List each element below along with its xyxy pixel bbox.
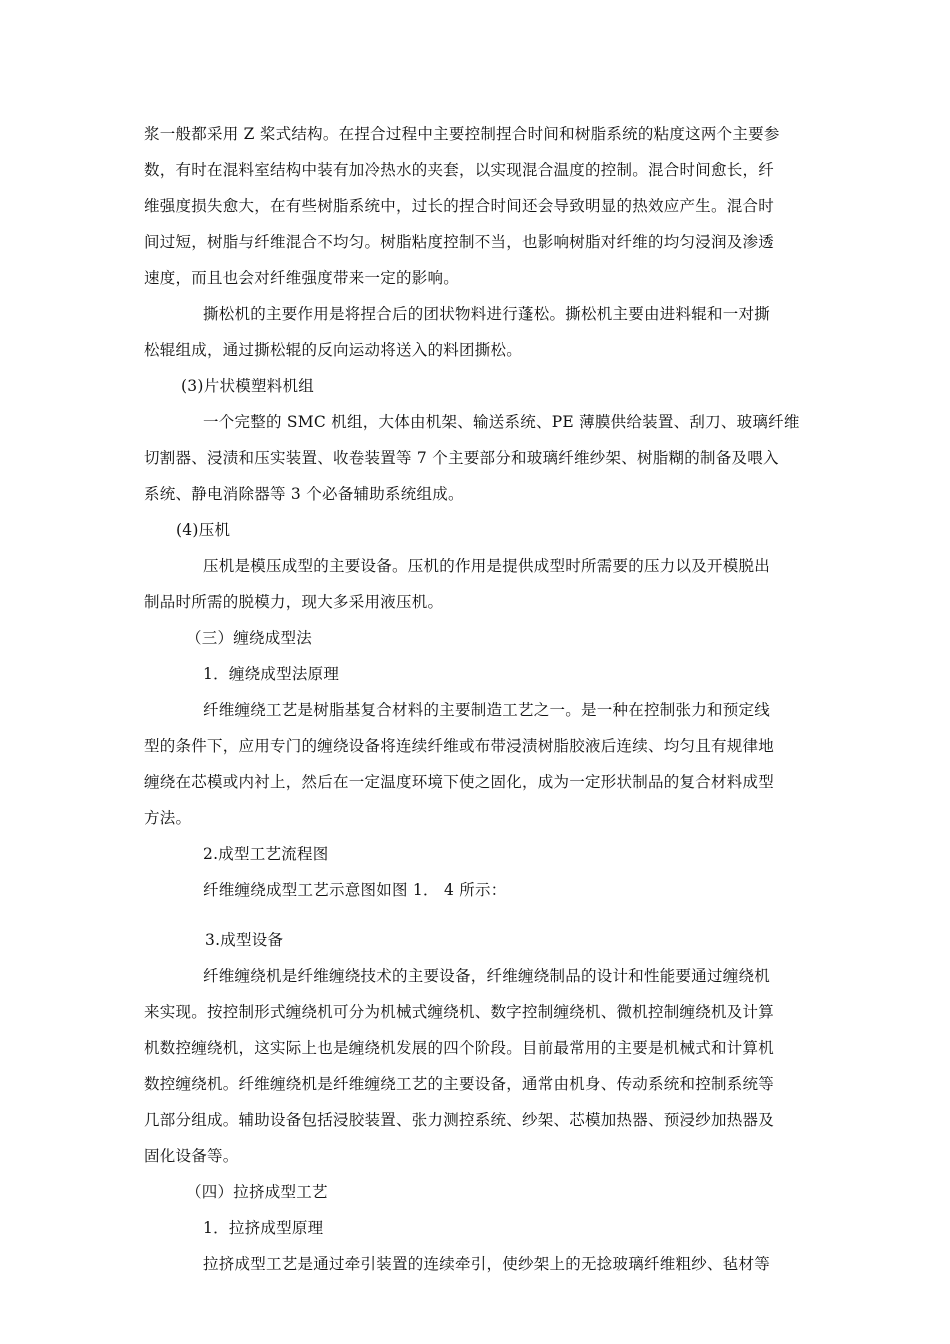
text-line: 固化设备等。 bbox=[144, 1147, 239, 1165]
text-line: 几部分组成。辅助设备包括浸胶装置、张力测控系统、纱架、芯模加热器、预浸纱加热器及 bbox=[144, 1111, 775, 1129]
subsection-heading: 3.成型设备 bbox=[205, 931, 284, 949]
text-line: 机数控缠绕机，这实际上也是缠绕机发展的四个阶段。目前最常用的主要是机械式和计算机 bbox=[144, 1039, 775, 1057]
text-line: 速度，而且也会对纤维强度带来一定的影响。 bbox=[144, 269, 460, 287]
text-line: 来实现。按控制形式缠绕机可分为机械式缠绕机、数字控制缠绕机、微机控制缠绕机及计算 bbox=[144, 1003, 775, 1021]
text-line: 型的条件下，应用专门的缠绕设备将连续纤维或布带浸渍树脂胶液后连续、均匀且有规律地 bbox=[144, 737, 775, 755]
text-line: 数控缠绕机。纤维缠绕机是纤维缠绕工艺的主要设备，通常由机身、传动系统和控制系统等 bbox=[144, 1075, 775, 1093]
text-line: 制品时所需的脱模力，现大多采用液压机。 bbox=[144, 593, 444, 611]
text-line: 浆一般都采用 Z 桨式结构。在捏合过程中主要控制捏合时间和树脂系统的粘度这两个主要参 bbox=[144, 125, 780, 143]
section-heading: （三）缠绕成型法 bbox=[186, 629, 313, 647]
subsection-heading: 1．缠绕成型法原理 bbox=[203, 665, 340, 683]
text-line: 纤维缠绕机是纤维缠绕技术的主要设备，纤维缠绕制品的设计和性能要通过缠绕机 bbox=[203, 967, 771, 985]
text-line: 系统、静电消除器等 3 个必备辅助系统组成。 bbox=[144, 485, 464, 503]
text-line: 切割器、浸渍和压实装置、收卷装置等 7 个主要部分和玻璃纤维纱架、树脂糊的制备及喂入 bbox=[144, 449, 779, 467]
subsection-heading: 2.成型工艺流程图 bbox=[203, 845, 329, 863]
text-line: 拉挤成型工艺是通过牵引装置的连续牵引，使纱架上的无捻玻璃纤维粗纱、毡材等 bbox=[203, 1255, 771, 1273]
text-line: 纤维缠绕成型工艺示意图如图 1． 4 所示： bbox=[203, 881, 507, 899]
text-line: 压机是模压成型的主要设备。压机的作用是提供成型时所需要的压力以及开模脱出 bbox=[203, 557, 771, 575]
section-heading: （四）拉挤成型工艺 bbox=[186, 1183, 328, 1201]
text-line: 缠绕在芯模或内衬上，然后在一定温度环境下使之固化，成为一定形状制品的复合材料成型 bbox=[144, 773, 775, 791]
text-line: 数，有时在混料室结构中装有加冷热水的夹套，以实现混合温度的控制。混合时间愈长，纤 bbox=[144, 161, 775, 179]
text-line: 间过短，树脂与纤维混合不均匀。树脂粘度控制不当，也影响树脂对纤维的均匀浸润及渗透 bbox=[144, 233, 775, 251]
text-line: 一个完整的 SMC 机组，大体由机架、输送系统、PE 薄膜供给装置、刮刀、玻璃纤维 bbox=[203, 413, 800, 431]
text-line: 松辊组成，通过撕松辊的反向运动将送入的料团撕松。 bbox=[144, 341, 523, 359]
text-line: 纤维缠绕工艺是树脂基复合材料的主要制造工艺之一。是一种在控制张力和预定线 bbox=[203, 701, 771, 719]
text-line: 维强度损失愈大，在有些树脂系统中，过长的捏合时间还会导致明显的热效应产生。混合时 bbox=[144, 197, 775, 215]
section-heading: (4)压机 bbox=[176, 521, 231, 539]
text-line: 撕松机的主要作用是将捏合后的团状物料进行蓬松。撕松机主要由进料辊和一对撕 bbox=[203, 305, 771, 323]
subsection-heading: 1．拉挤成型原理 bbox=[203, 1219, 324, 1237]
section-heading: (3)片状模塑料机组 bbox=[181, 377, 314, 395]
text-line: 方法。 bbox=[144, 809, 192, 827]
